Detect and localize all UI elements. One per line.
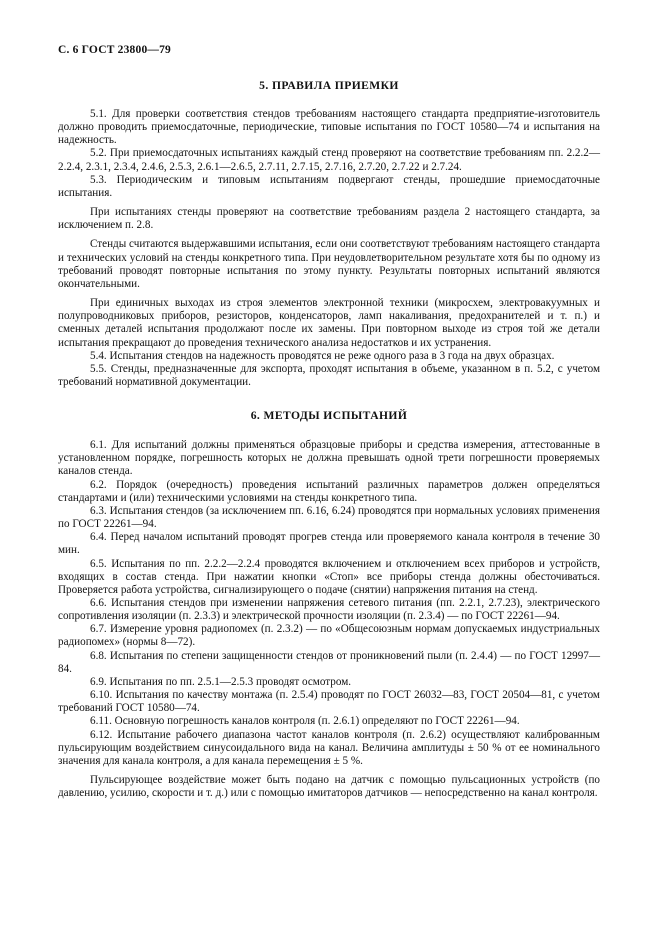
paragraph: 6.6. Испытания стендов при изменении напряжения сетевого питания (пп. 2.2.1, 2.7.23), электрического сопротивления изоляции (п. 2.3.3) и электрической прочности изоляции (п. 2.3.4) — по ГОСТ 22261—94. <box>58 597 600 623</box>
section-title: 6. МЕТОДЫ ИСПЫТАНИЙ <box>250 409 408 423</box>
paragraph: При единичных выходах из строя элементов электронной техники (микросхем, электровакуумных и полупроводниковых приборов, резисторов, конденсаторов, ламп накаливания, предохранителей и т. п.) и сменных деталей испытания продолжают после их замены. При повторном выходе из строя той же детали испытания прекращают до проведения технического анализа недостатков и их устранения. <box>58 297 600 349</box>
paragraph: 6.9. Испытания по пп. 2.5.1—2.5.3 проводят осмотром. <box>90 675 352 688</box>
paragraph: 5.3. Периодическим и типовым испытаниям подвергают стенды, прошедшие приемосдаточные испытания. <box>58 173 600 199</box>
paragraph: 6.11. Основную погрешность каналов контроля (п. 2.6.1) определяют по ГОСТ 22261—94. <box>90 715 520 728</box>
paragraph: 6.5. Испытания по пп. 2.2.2—2.2.4 проводятся включением и отключением всех приборов и устройств, входящих в состав стенда. При нажатии кнопки «Стоп» все приборы стенда должны обесточиваться. Проверяется работа устройства, сигнализирующего о подаче (снятии) напряжения питания на стенд. <box>58 557 600 596</box>
paragraph: 5.2. При приемосдаточных испытаниях каждый стенд проверяют на соответствие требованиям пп. 2.2.2—2.2.4, 2.3.1, 2.3.4, 2.4.6, 2.5.3, 2.6.1—2.6.5, 2.7.11, 2.7.15, 2.7.16, 2.7.20, 2.7.22 и 2.7.24. <box>58 147 600 173</box>
paragraph: 6.3. Испытания стендов (за исключением пп. 6.16, 6.24) проводятся при нормальных условиях применения по ГОСТ 22261—94. <box>58 504 600 531</box>
paragraph: 6.8. Испытания по степени защищенности стендов от проникновений пыли (п. 2.4.4) — по ГОСТ 12997—84. <box>58 649 600 675</box>
section-title: 5. ПРАВИЛА ПРИЕМКИ <box>259 79 399 92</box>
paragraph: 6.2. Порядок (очередность) проведения испытаний различных параметров должен определяться стандартами и (или) техническими условиями на стенды конкретного типа. <box>58 478 600 504</box>
paragraph: 6.4. Перед началом испытаний проводят прогрев стенда или проверяемого канала контроля в течение 30 мин. <box>58 531 600 557</box>
page-header: С. 6 ГОСТ 23800—79 <box>58 44 171 56</box>
document-body <box>58 79 600 800</box>
paragraph: 6.1. Для испытаний должны применяться образцовые приборы и средства измерения, аттестованные в установленном порядке, погрешность которых не должна превышать одной трети погрешности проверяемых каналов стенда. <box>58 439 600 478</box>
paragraph: При испытаниях стенды проверяют на соответствие требованиям раздела 2 настоящего стандарта, за исключением п. 2.8. <box>58 206 600 232</box>
paragraph: 5.5. Стенды, предназначенные для экспорта, проходят испытания в объеме, указанном в п. 5.2, с учетом требований нормативной документации. <box>58 362 600 388</box>
paragraph: Пульсирующее воздействие может быть подано на датчик с помощью пульсационных устройств (по давлению, усилию, скорости и т. д.) или с помощью имитаторов датчиков — непосредственно на канал контроля. <box>58 774 600 800</box>
paragraph: 6.12. Испытание рабочего диапазона частот каналов контроля (п. 2.6.2) осуществляют калиброванным пульсирующим воздействием синусоидального вида на канал. Величина амплитуды ± 50 % от ее номинального значения для канала контроля, а для канала перемещения ± 5 %. <box>58 728 600 767</box>
paragraph: 5.4. Испытания стендов на надежность проводятся не реже одного раза в 3 года на двух образцах. <box>90 349 555 362</box>
paragraph: 5.1. Для проверки соответствия стендов требованиям настоящего стандарта предприятие-изготовитель должно проводить приемосдаточные, периодические, типовые испытания по ГОСТ 10580—74 и испытания на надежность. <box>58 108 600 147</box>
paragraph: Стенды считаются выдержавшими испытания, если они соответствуют требованиям настоящего стандарта и технических условий на стенды конкретного типа. При неудовлетворительном результате хотя бы по одному из требований проводят повторные испытания по этому пункту. Результаты повторных испытаний являются окончательными. <box>58 238 600 290</box>
paragraph: 6.7. Измерение уровня радиопомех (п. 2.3.2) — по «Общесоюзным нормам допускаемых индустриальных радиопомех» (нормы 8—72). <box>58 623 600 649</box>
paragraph: 6.10. Испытания по качеству монтажа (п. 2.5.4) проводят по ГОСТ 26032—83, ГОСТ 20504—81, с учетом требований ГОСТ 10580—74. <box>58 689 600 715</box>
